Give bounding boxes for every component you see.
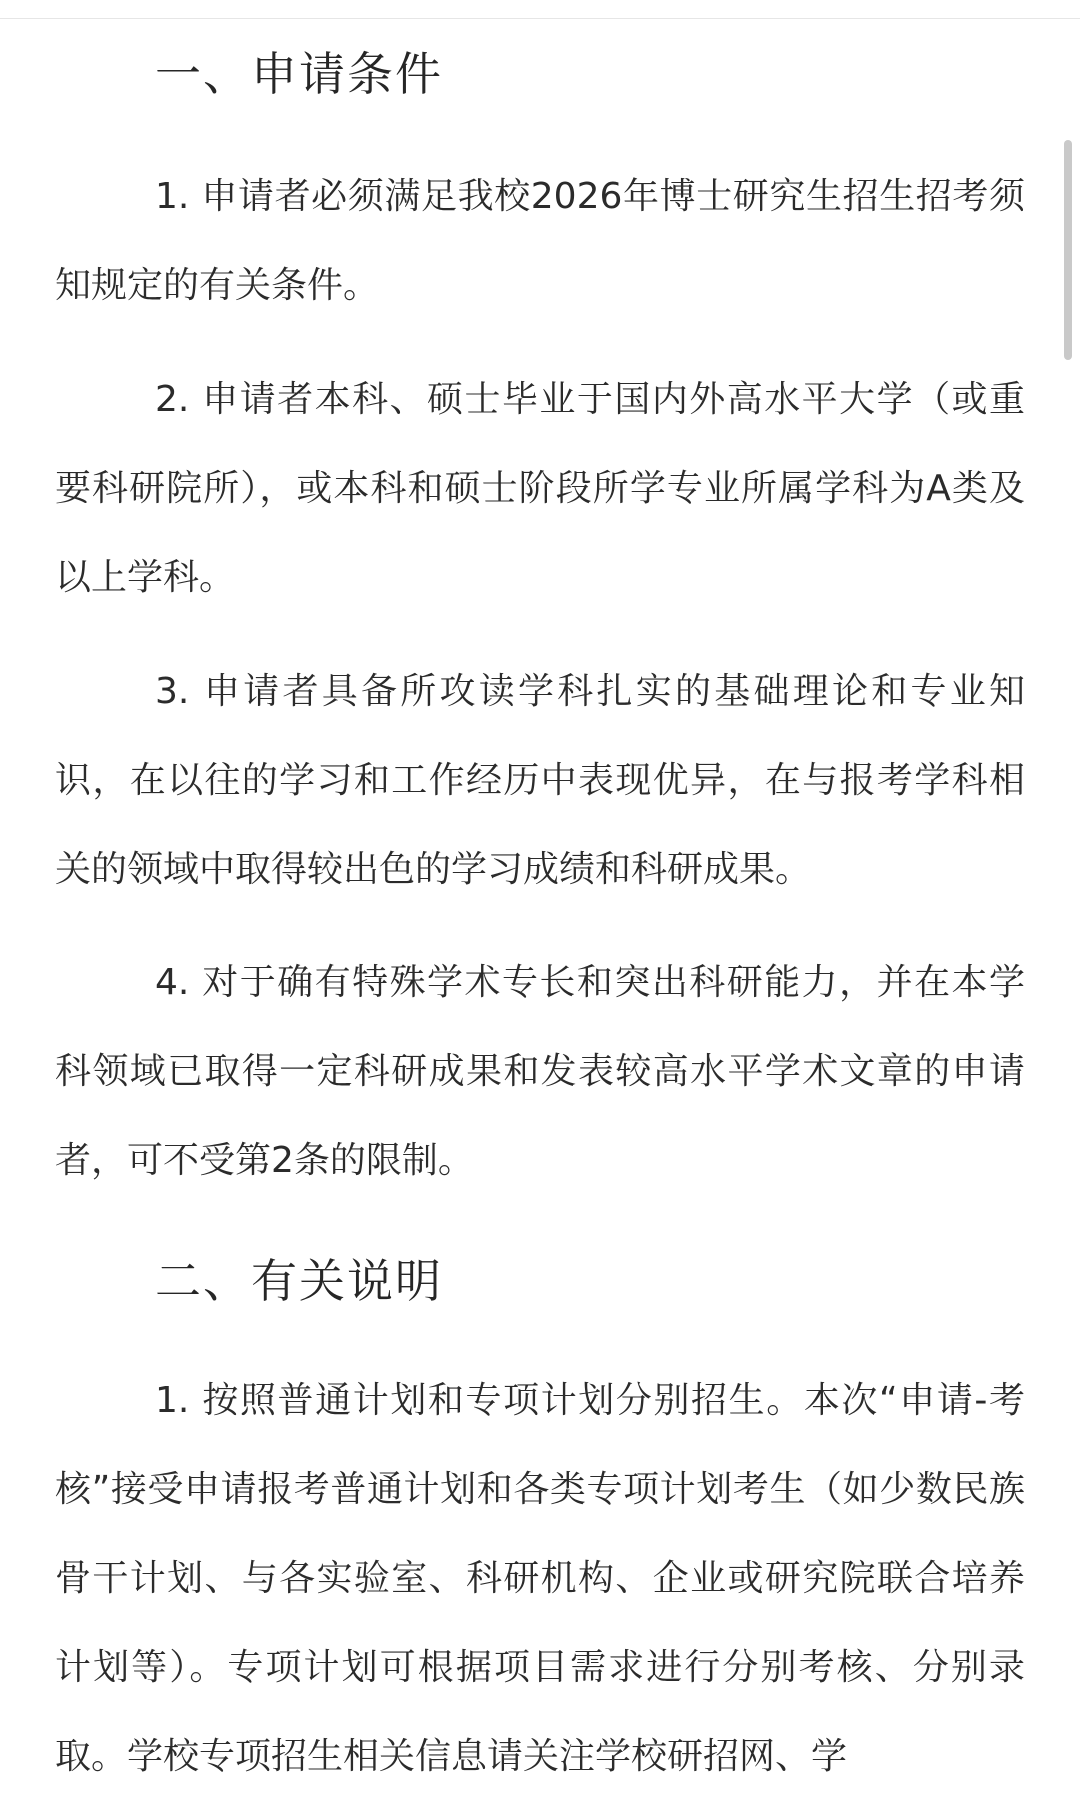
- condition-item-1: 1. 申请者必须满足我校2026年博士研究生招生招考须知规定的有关条件。: [55, 176, 1025, 306]
- scrollbar-thumb[interactable]: [1064, 140, 1072, 360]
- condition-item-4: 4. 对于确有特殊学术专长和突出科研能力，并在本学科领域已取得一定科研成果和发表较高水平学术文章的申请者，可不受第2条的限制。: [55, 962, 1025, 1181]
- condition-item-3: 3. 申请者具备所攻读学科扎实的基础理论和专业知识，在以往的学习和工作经历中表现优异，在与报考学科相关的领域中取得较出色的学习成绩和科研成果。: [55, 671, 1025, 890]
- section-heading-notes: 二、有关说明: [155, 1254, 443, 1308]
- note-item-1: 1. 按照普通计划和专项计划分别招生。本次“申请-考核”接受申请报考普通计划和各类专项计划考生（如少数民族骨干计划、与各实验室、科研机构、企业或研究院联合培养计划等）。专项计划可根据项目需求进行分别考核、分别录取。学校专项招生相关信息请关注学校研招网、学: [55, 1380, 1025, 1777]
- section-heading-conditions: 一、申请条件: [155, 47, 443, 101]
- top-divider: [0, 18, 1080, 19]
- condition-item-2: 2. 申请者本科、硕士毕业于国内外高水平大学（或重要科研院所），或本科和硕士阶段所学专业所属学科为A类及以上学科。: [55, 379, 1025, 598]
